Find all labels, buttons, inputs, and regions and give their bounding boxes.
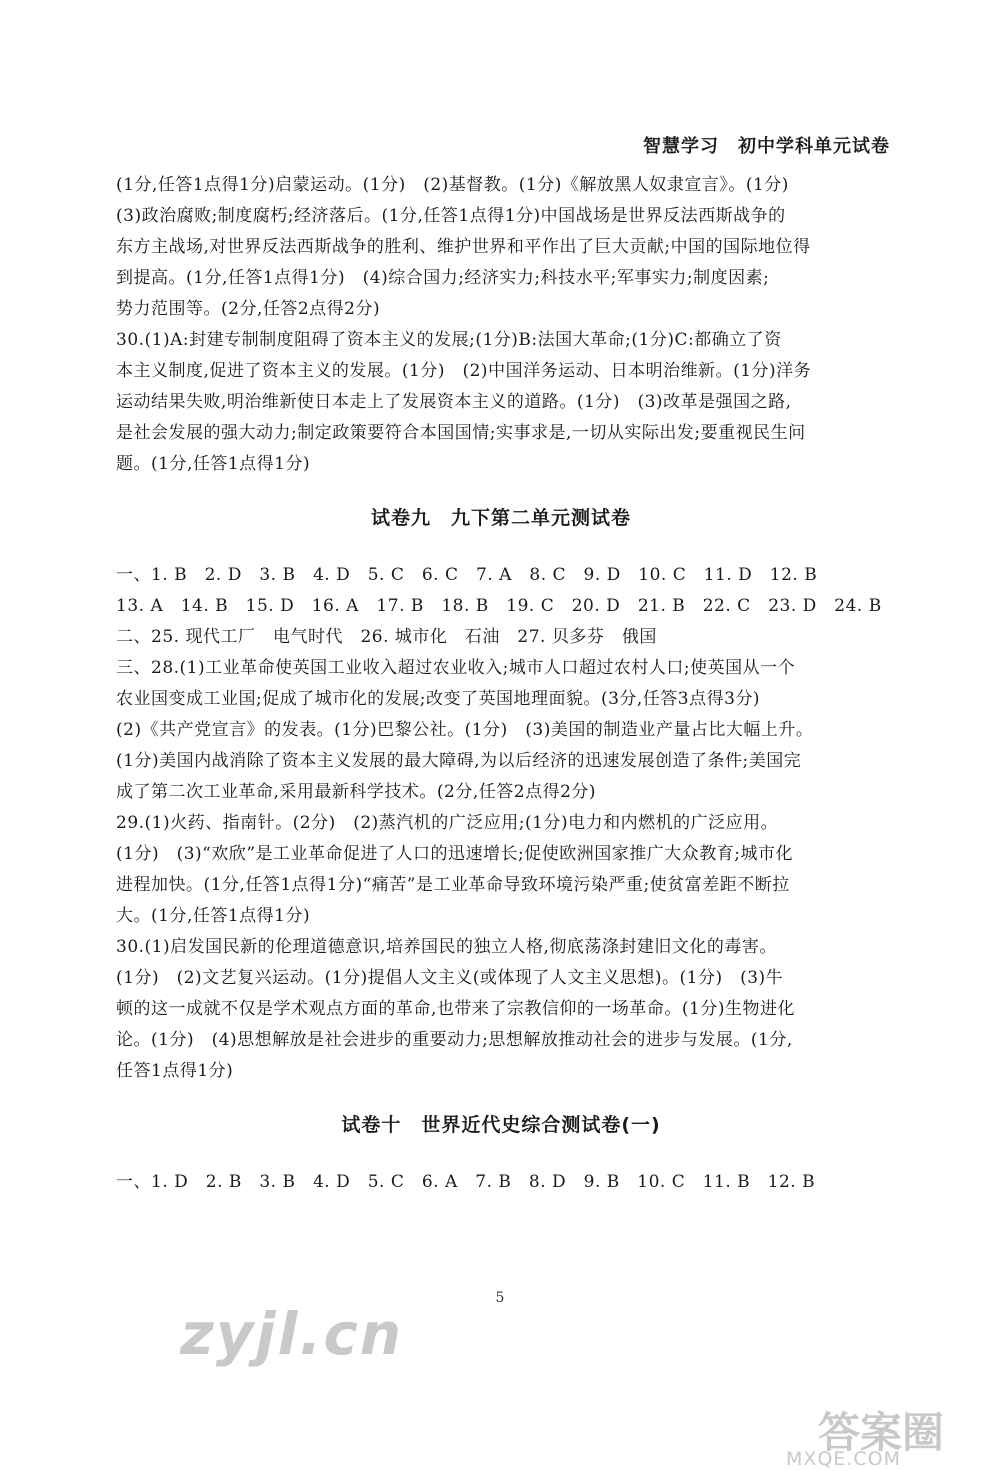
text-line: 成了第二次工业革命,采用最新科学技术。(2分,任答2点得2分) — [116, 782, 597, 802]
answer-block-test9 — [116, 560, 886, 1087]
text-line: 三、28.(1)工业革命使英国工业收入超过农业收入;城市人口超过农村人口;使英国从一个 — [116, 658, 796, 678]
watermark-logo-right-url: MXQE.COM — [786, 1448, 902, 1470]
watermark-logo-left: zyjl.cn — [180, 1300, 404, 1368]
text-line: 30.(1)A:封建专制制度阻碍了资本主义的发展;(1分)B:法国大革命;(1分)C:都确立了资 — [116, 330, 782, 350]
text-line: 任答1点得1分) — [116, 1061, 234, 1081]
text-line: 是社会发展的强大动力;制定政策要符合本国国情;实事求是,一切从实际出发;要重视民生问 — [116, 423, 806, 443]
text-line: (3)政治腐败;制度腐朽;经济落后。(1分,任答1点得1分)中国战场是世界反法西斯战争的 — [116, 206, 786, 226]
text-line: 13. A 14. B 15. D 16. A 17. B 18. B 19. C 20. D 21. B 22. C 23. D 24. B — [116, 596, 882, 616]
text-line: (1分)美国内战消除了资本主义发展的最大障碍,为以后经济的迅速发展创造了条件;美国完 — [116, 751, 802, 771]
text-line: 论。(1分) (4)思想解放是社会进步的重要动力;思想解放推动社会的进步与发展。(1分, — [116, 1030, 793, 1050]
watermark-logo-right: 答案圈 — [818, 1408, 945, 1457]
text-line: 进程加快。(1分,任答1点得1分)“痛苦”是工业革命导致环境污染严重;使贫富差距不断拉 — [116, 875, 790, 895]
section-title-test9: 试卷九 九下第二单元测试卷 — [370, 507, 631, 529]
text-line: 二、25. 现代工厂 电气时代 26. 城市化 石油 27. 贝多芬 俄国 — [116, 627, 657, 647]
text-line: (1分,任答1点得1分)启蒙运动。(1分) (2)基督教。(1分)《解放黑人奴隶宣言》。(1分) — [116, 175, 789, 195]
text-line: 大。(1分,任答1点得1分) — [116, 906, 311, 926]
text-line: (2)《共产党宣言》的发表。(1分)巴黎公社。(1分) (3)美国的制造业产量占比大幅上升。 — [116, 720, 814, 740]
section-title-test10: 试卷十 世界近代史综合测试卷(一) — [341, 1114, 661, 1136]
answer-block-test10 — [116, 1167, 886, 1198]
text-line: (1分) (3)“欢欣”是工业革命促进了人口的迅速增长;促使欧洲国家推广大众教育;城市化 — [116, 844, 793, 864]
text-line: 30.(1)启发国民新的伦理道德意识,培养国民的独立人格,彻底荡涤封建旧文化的毒害。 — [116, 937, 777, 957]
answer-content — [116, 170, 886, 1198]
text-line: 题。(1分,任答1点得1分) — [116, 454, 311, 474]
answer-block-continued — [116, 170, 886, 480]
page-header: 智慧学习 初中学科单元试卷 — [643, 136, 890, 157]
page-number: 5 — [495, 1290, 505, 1306]
text-line: 29.(1)火药、指南针。(2分) (2)蒸汽机的广泛应用;(1分)电力和内燃机的广泛应用。 — [116, 813, 779, 833]
text-line: 东方主战场,对世界反法西斯战争的胜利、维护世界和平作出了巨大贡献;中国的国际地位得 — [116, 237, 811, 257]
text-line: (1分) (2)文艺复兴运动。(1分)提倡人文主义(或体现了人文主义思想)。(1分) (3)牛 — [116, 968, 784, 988]
text-line: 一、1. D 2. B 3. B 4. D 5. C 6. A 7. B 8. D 9. B 10. C 11. B 12. B — [116, 1172, 816, 1192]
text-line: 到提高。(1分,任答1点得1分) (4)综合国力;经济实力;科技水平;军事实力;制度因素; — [116, 268, 770, 288]
text-line: 运动结果失败,明治维新使日本走上了发展资本主义的道路。(1分) (3)改革是强国之路, — [116, 392, 792, 412]
text-line: 势力范围等。(2分,任答2点得2分) — [116, 299, 381, 319]
text-line: 本主义制度,促进了资本主义的发展。(1分) (2)中国洋务运动、日本明治维新。(1分)洋务 — [116, 361, 812, 381]
text-line: 顿的这一成就不仅是学术观点方面的革命,也带来了宗教信仰的一场革命。(1分)生物进化 — [116, 999, 795, 1019]
text-line: 农业国变成工业国;促成了城市化的发展;改变了英国地理面貌。(3分,任答3点得3分) — [116, 689, 761, 709]
text-line: 一、1. B 2. D 3. B 4. D 5. C 6. C 7. A 8. C 9. D 10. C 11. D 12. B — [116, 565, 818, 585]
